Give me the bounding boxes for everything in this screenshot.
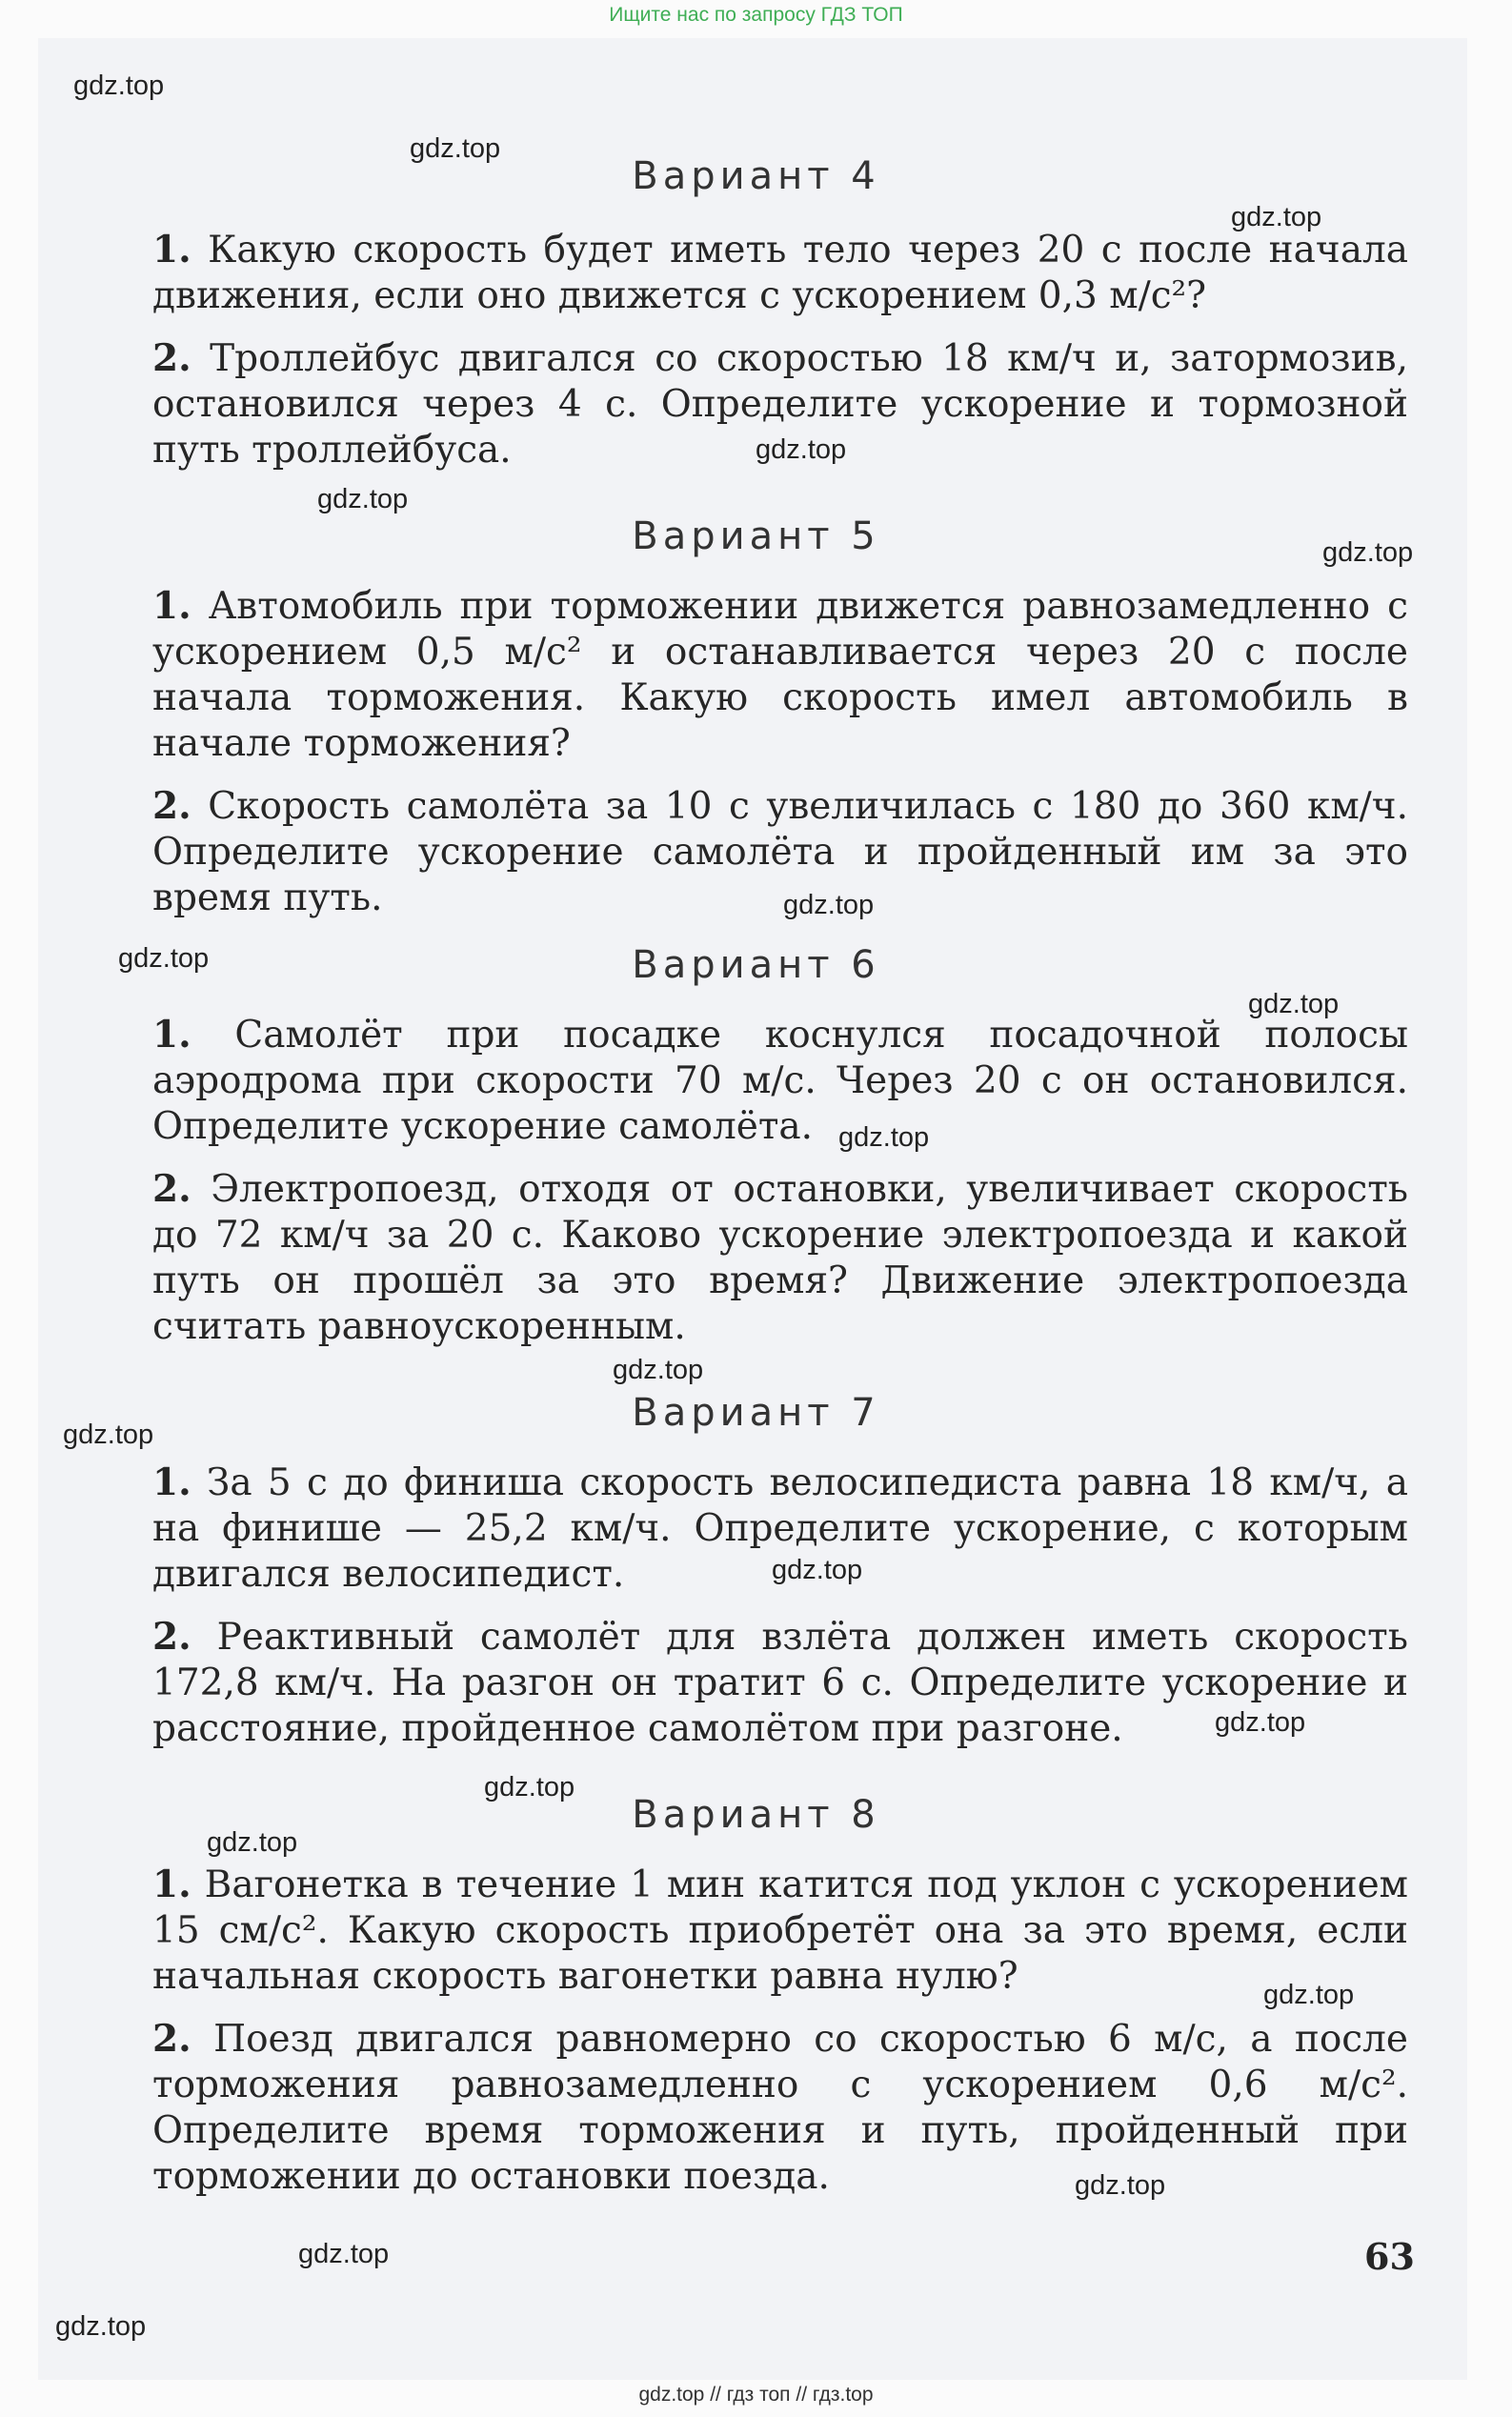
watermark-text: gdz.top	[298, 2239, 390, 2269]
watermark-text: gdz.top	[484, 1772, 575, 1803]
watermark-text: gdz.top	[118, 943, 210, 974]
problem-text: Автомобиль при торможении движется равнозамедленно с ускорением 0,5 м/с² и останавливается через 20 с после начала торможения. Какую скорость имел автомобиль в начале торможения?	[152, 585, 1408, 765]
watermark-text: gdz.top	[410, 133, 501, 164]
top-banner-link[interactable]: Ищите нас по запросу ГДЗ ТОП	[609, 4, 903, 26]
watermark-text: gdz.top	[1263, 1980, 1355, 2010]
watermark-text: gdz.top	[613, 1355, 704, 1385]
watermark-text: gdz.top	[1075, 2170, 1166, 2201]
variant-4-problem-1	[152, 227, 1408, 319]
variant-6-heading: Вариант 6	[632, 943, 880, 987]
problem-number: 1.	[152, 1863, 192, 1906]
problem-number: 1.	[152, 584, 192, 628]
problem-number: 1.	[152, 228, 192, 272]
watermark-text: gdz.top	[55, 2311, 147, 2342]
watermark-text: gdz.top	[207, 1827, 298, 1858]
problem-text: Электропоезд, отходя от остановки, увеличивает скорость до 72 км/ч за 20 с. Каково ускорение электропоезда и какой путь он прошёл за это время? Движение электропоезда считать равноускоренным.	[152, 1168, 1409, 1348]
variant-8-heading: Вариант 8	[632, 1793, 880, 1837]
variant-8-problem-1	[152, 1862, 1408, 2000]
watermark-text: gdz.top	[756, 434, 847, 465]
watermark-text: gdz.top	[838, 1122, 930, 1153]
problem-number: 2.	[152, 2017, 192, 2061]
problem-text: Троллейбус двигался со скоростью 18 км/ч и, затормозив, остановился через 4 с. Определите ускорение и тормозной путь троллейбуса.	[152, 337, 1408, 472]
variant-6-problem-1	[152, 1012, 1408, 1150]
problem-number: 1.	[152, 1013, 192, 1057]
watermark-text: gdz.top	[317, 484, 409, 514]
watermark-text: gdz.top	[1322, 537, 1414, 568]
variant-5-heading: Вариант 5	[632, 514, 880, 558]
problem-text: Самолёт при посадке коснулся посадочной полосы аэродрома при скорости 70 м/с. Через 20 с он остановился. Определите ускорение самолёта.	[152, 1014, 1408, 1148]
problem-text: Поезд двигался равномерно со скоростью 6 м/с, а после торможения равнозамедленно с ускорением 0,6 м/с². Определите время торможения и путь, пройденный при торможении до остановки поезда.	[152, 2018, 1408, 2198]
problem-number: 1.	[152, 1460, 192, 1504]
problem-text: Какую скорость будет иметь тело через 20 с после начала движения, если оно движется с ускорением 0,3 м/с²?	[152, 229, 1408, 317]
variant-4-heading: Вариант 4	[632, 154, 880, 198]
variant-8-problem-2	[152, 2016, 1408, 2200]
watermark-text: gdz.top	[1215, 1707, 1306, 1738]
watermark-text: gdz.top	[73, 70, 165, 101]
watermark-text: gdz.top	[1231, 202, 1322, 232]
problem-number: 2.	[152, 336, 192, 380]
watermark-text: gdz.top	[63, 1420, 154, 1450]
watermark-text: gdz.top	[1248, 989, 1340, 1019]
problem-text: Скорость самолёта за 10 с увеличилась с 180 до 360 км/ч. Определите ускорение самолёта и пройденный им за это время путь.	[152, 785, 1408, 919]
problem-text: Реактивный самолёт для взлёта должен иметь скорость 172,8 км/ч. На разгон он тратит 6 с. Определите ускорение и расстояние, пройденное самолётом при разгоне.	[152, 1616, 1408, 1750]
problem-text: За 5 с до финиша скорость велосипедиста равна 18 км/ч, а на финише — 25,2 км/ч. Определите ускорение, с которым двигался велосипедист.	[152, 1461, 1408, 1596]
problem-text: Вагонетка в течение 1 мин катится под уклон с ускорением 15 см/с². Какую скорость приобретёт она за это время, если начальная скорость вагонетки равна нулю?	[152, 1863, 1408, 1998]
variant-5-problem-2	[152, 783, 1408, 921]
problem-number: 2.	[152, 1167, 192, 1211]
variant-5-problem-1	[152, 583, 1408, 767]
variant-7-heading: Вариант 7	[632, 1391, 880, 1435]
variant-6-problem-2	[152, 1166, 1408, 1350]
watermark-text: gdz.top	[783, 890, 875, 920]
page-number: 63	[1364, 2235, 1415, 2278]
problem-number: 2.	[152, 1615, 192, 1659]
problem-number: 2.	[152, 784, 192, 828]
watermark-text: gdz.top	[772, 1555, 863, 1585]
bottom-banner-links[interactable]: gdz.top // гдз топ // гдз.top	[638, 2384, 874, 2406]
